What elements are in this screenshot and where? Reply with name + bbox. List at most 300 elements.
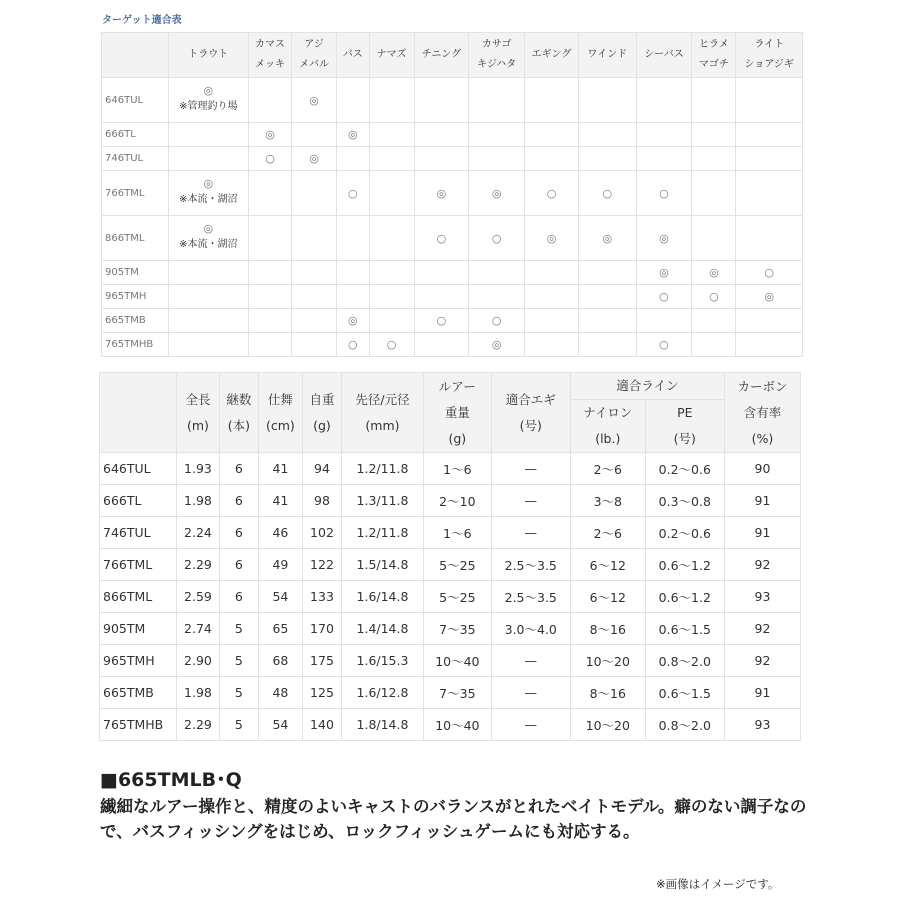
spec-cell: 1～6: [424, 517, 491, 549]
mark-cell: [337, 147, 369, 171]
mark-cell: [692, 147, 736, 171]
mark-cell: [414, 216, 469, 261]
double-circle-mark: ◎: [491, 338, 502, 351]
spec-cell: 1.98: [177, 485, 220, 517]
mark-cell: [736, 261, 803, 285]
table-row: [102, 123, 803, 147]
mark-cell: [469, 171, 525, 216]
spec-cell: 92: [724, 613, 800, 645]
spec-cell: 8～16: [570, 613, 645, 645]
mark-cell: [692, 309, 736, 333]
mark-cell: [525, 309, 579, 333]
spec-cell: 10～20: [570, 709, 645, 741]
spec-cell: 46: [258, 517, 302, 549]
mark-cell: [414, 171, 469, 216]
model-cell: 905TM: [102, 261, 169, 285]
mark-cell: [168, 216, 248, 261]
mark-cell: [292, 261, 337, 285]
spec-cell: 2～6: [570, 453, 645, 485]
mark-cell: [414, 285, 469, 309]
double-circle-mark: ◎: [309, 93, 319, 107]
model-cell: 646TUL: [100, 453, 177, 485]
mark-cell: [636, 333, 692, 357]
mark-cell: [168, 309, 248, 333]
spec-cell: 0.6～1.5: [645, 613, 724, 645]
mark-cell: [692, 261, 736, 285]
mark-cell: [369, 285, 414, 309]
mark-cell: [292, 309, 337, 333]
spec-header-egi: 適合エギ (号): [491, 373, 570, 453]
mark-cell: [578, 78, 636, 123]
spec-cell: 0.6～1.2: [645, 581, 724, 613]
image-caption: ※画像はイメージです。: [656, 877, 780, 891]
mark-cell: [168, 123, 248, 147]
double-circle-mark: ◎: [436, 186, 447, 200]
spec-cell: 1.2/11.8: [341, 453, 423, 485]
table-row: [102, 216, 803, 261]
mark-cell: [292, 171, 337, 216]
model-cell: 646TUL: [102, 78, 169, 123]
mark-cell: [337, 78, 369, 123]
spec-cell: 41: [258, 485, 302, 517]
spec-cell: —: [491, 485, 570, 517]
mark-cell: [414, 147, 469, 171]
spec-cell: 6: [219, 549, 258, 581]
spec-cell: 93: [724, 709, 800, 741]
spec-cell: 10～40: [424, 645, 491, 677]
spec-cell: 41: [258, 453, 302, 485]
mark-cell: [369, 171, 414, 216]
circle-mark: ○: [659, 338, 669, 351]
target-header: ナマズ: [369, 33, 414, 78]
double-circle-mark: ◎: [659, 231, 669, 245]
circle-mark: ○: [386, 338, 397, 351]
spec-cell: 1.5/14.8: [341, 549, 423, 581]
spec-cell: 0.6～1.5: [645, 677, 724, 709]
spec-cell: 1.2/11.8: [341, 517, 423, 549]
spec-cell: —: [491, 517, 570, 549]
mark-cell: [525, 123, 579, 147]
spec-cell: 0.3～0.8: [645, 485, 724, 517]
mark-cell: [525, 216, 579, 261]
spec-cell: 2～6: [570, 517, 645, 549]
mark-cell: [469, 285, 525, 309]
mark-cell: [736, 216, 803, 261]
mark-cell: [168, 285, 248, 309]
mark-cell: [736, 309, 803, 333]
mark-cell: [369, 216, 414, 261]
mark-cell: [469, 261, 525, 285]
spec-cell: —: [491, 645, 570, 677]
target-header: トラウト: [168, 33, 248, 78]
target-header: [102, 33, 169, 78]
target-header: バス: [337, 33, 369, 78]
target-header: カマス メッキ: [248, 33, 291, 78]
model-description: 繊細なルアー操作と、精度のよいキャストのバランスがとれたベイトモデル。癖のない調子なので、バスフィッシングをはじめ、ロックフィッシュゲームにも対応する。: [100, 797, 807, 841]
target-header: カサゴ キジハタ: [469, 33, 525, 78]
circle-mark: ○: [436, 314, 447, 327]
mark-cell: [369, 78, 414, 123]
double-circle-mark: ◎: [203, 83, 214, 97]
mark-cell: [525, 333, 579, 357]
target-header: シーバス: [636, 33, 692, 78]
model-cell: 965TMH: [100, 645, 177, 677]
mark-cell: [168, 261, 248, 285]
table-row: [102, 333, 803, 357]
spec-cell: 68: [258, 645, 302, 677]
spec-cell: 54: [258, 581, 302, 613]
double-circle-mark: ◎: [659, 266, 669, 279]
mark-cell: [578, 147, 636, 171]
double-circle-mark: ◎: [546, 231, 557, 245]
spec-cell: 5: [219, 677, 258, 709]
mark-cell: [692, 123, 736, 147]
circle-mark: ○: [348, 186, 358, 200]
table-row: [102, 171, 803, 216]
spec-cell: 2.59: [177, 581, 220, 613]
mark-cell: [736, 171, 803, 216]
table-row: [100, 645, 801, 677]
spec-cell: 5: [219, 613, 258, 645]
spec-cell: 10～20: [570, 645, 645, 677]
double-circle-mark: ◎: [348, 314, 358, 327]
spec-cell: 92: [724, 645, 800, 677]
target-header: ワインド: [578, 33, 636, 78]
mark-cell: [369, 309, 414, 333]
spec-cell: 6: [219, 485, 258, 517]
mark-cell: [469, 78, 525, 123]
mark-cell: [337, 285, 369, 309]
mark-cell: [337, 123, 369, 147]
spec-cell: 122: [303, 549, 342, 581]
mark-cell: [248, 78, 291, 123]
spec-cell: 2.74: [177, 613, 220, 645]
spec-cell: 5～25: [424, 549, 491, 581]
model-cell: 965TMH: [102, 285, 169, 309]
table-row: [102, 285, 803, 309]
spec-cell: 1.6/15.3: [341, 645, 423, 677]
mark-cell: [636, 261, 692, 285]
mark-cell: [578, 333, 636, 357]
mark-cell: [736, 147, 803, 171]
spec-cell: 5: [219, 645, 258, 677]
double-circle-mark: ◎: [764, 290, 775, 303]
spec-header-pieces: 継数 (本): [219, 373, 258, 453]
mark-cell: [292, 147, 337, 171]
spec-cell: 6～12: [570, 581, 645, 613]
mark-cell: [736, 78, 803, 123]
spec-cell: 49: [258, 549, 302, 581]
target-compatibility-table: [101, 32, 803, 357]
spec-cell: 1.6/14.8: [341, 581, 423, 613]
mark-cell: [292, 285, 337, 309]
table-row: [102, 147, 803, 171]
spec-cell: 91: [724, 677, 800, 709]
spec-cell: 0.8～2.0: [645, 709, 724, 741]
spec-cell: 133: [303, 581, 342, 613]
spec-cell: 1.6/12.8: [341, 677, 423, 709]
mark-cell: [414, 309, 469, 333]
mark-cell: [578, 123, 636, 147]
target-header: ライト ショアジギ: [736, 33, 803, 78]
spec-cell: 7～35: [424, 677, 491, 709]
mark-cell: [168, 333, 248, 357]
mark-cell: [248, 147, 291, 171]
spec-cell: 1.93: [177, 453, 220, 485]
double-circle-mark: ◎: [709, 266, 719, 279]
spec-cell: 2～10: [424, 485, 491, 517]
mark-cell: [248, 216, 291, 261]
table-row: [100, 517, 801, 549]
mark-cell: [248, 171, 291, 216]
spec-cell: 54: [258, 709, 302, 741]
table-row: [102, 309, 803, 333]
mark-cell: [578, 309, 636, 333]
spec-cell: 6: [219, 581, 258, 613]
model-cell: 665TMB: [100, 677, 177, 709]
mark-cell: [292, 216, 337, 261]
spec-table: [99, 372, 801, 741]
double-circle-mark: ◎: [203, 221, 214, 235]
table-row: [102, 261, 803, 285]
mark-cell: [248, 333, 291, 357]
mark-cell: [337, 216, 369, 261]
spec-cell: 1.4/14.8: [341, 613, 423, 645]
spec-cell: 48: [258, 677, 302, 709]
spec-cell: 125: [303, 677, 342, 709]
mark-cell: [636, 78, 692, 123]
mark-cell: [469, 216, 525, 261]
mark-cell: [369, 123, 414, 147]
circle-mark: ○: [709, 290, 719, 303]
mark-cell: [248, 123, 291, 147]
mark-cell: [578, 216, 636, 261]
mark-cell: [578, 285, 636, 309]
spec-header-model: [100, 373, 177, 453]
mark-cell: [692, 216, 736, 261]
spec-cell: 5: [219, 709, 258, 741]
trout-note: ※管理釣り場: [179, 100, 238, 112]
mark-cell: [736, 285, 803, 309]
mark-cell: [248, 261, 291, 285]
spec-cell: 2.5～3.5: [491, 581, 570, 613]
mark-cell: [692, 333, 736, 357]
spec-cell: 5～25: [424, 581, 491, 613]
spec-header-pe: PE (号): [645, 400, 724, 453]
circle-mark: ○: [265, 152, 275, 165]
mark-cell: [525, 171, 579, 216]
spec-cell: 2.90: [177, 645, 220, 677]
mark-cell: [636, 309, 692, 333]
spec-cell: —: [491, 709, 570, 741]
table-row: [100, 485, 801, 517]
mark-cell: [369, 333, 414, 357]
mark-cell: [636, 285, 692, 309]
spec-cell: 0.2～0.6: [645, 517, 724, 549]
spec-header-line: 適合ライン: [570, 373, 724, 400]
mark-cell: [692, 171, 736, 216]
mark-cell: [525, 78, 579, 123]
table-row: [100, 613, 801, 645]
mark-cell: [636, 147, 692, 171]
spec-header-lure: ルアー 重量 (g): [424, 373, 491, 453]
trout-note: ※本流・湖沼: [179, 238, 238, 250]
mark-cell: [414, 123, 469, 147]
spec-cell: 2.24: [177, 517, 220, 549]
spec-cell: 94: [303, 453, 342, 485]
model-heading: ■665TMLB･Q: [100, 769, 242, 791]
spec-cell: 6: [219, 517, 258, 549]
mark-cell: [292, 123, 337, 147]
circle-mark: ○: [491, 231, 502, 245]
mark-cell: [525, 261, 579, 285]
table-row: [100, 453, 801, 485]
spec-cell: 170: [303, 613, 342, 645]
model-cell: 905TM: [100, 613, 177, 645]
model-cell: 866TML: [102, 216, 169, 261]
double-circle-mark: ◎: [309, 152, 319, 165]
spec-cell: 91: [724, 485, 800, 517]
model-cell: 666TL: [102, 123, 169, 147]
spec-cell: —: [491, 453, 570, 485]
spec-cell: 10～40: [424, 709, 491, 741]
circle-mark: ○: [491, 314, 502, 327]
mark-cell: [414, 261, 469, 285]
double-circle-mark: ◎: [491, 186, 502, 200]
target-header: アジ メバル: [292, 33, 337, 78]
spec-cell: 0.6～1.2: [645, 549, 724, 581]
spec-cell: 175: [303, 645, 342, 677]
circle-mark: ○: [348, 338, 358, 351]
spec-cell: 1.8/14.8: [341, 709, 423, 741]
mark-cell: [168, 147, 248, 171]
mark-cell: [414, 78, 469, 123]
circle-mark: ○: [659, 186, 669, 200]
mark-cell: [692, 285, 736, 309]
circle-mark: ○: [602, 186, 613, 200]
spec-cell: 65: [258, 613, 302, 645]
mark-cell: [369, 261, 414, 285]
spec-cell: 102: [303, 517, 342, 549]
target-header: エギング: [525, 33, 579, 78]
spec-header-tip: 先径/元径 (mm): [341, 373, 423, 453]
spec-cell: 93: [724, 581, 800, 613]
spec-cell: —: [491, 677, 570, 709]
circle-mark: ○: [436, 231, 447, 245]
spec-header-closed: 仕舞 (cm): [258, 373, 302, 453]
spec-cell: 8～16: [570, 677, 645, 709]
model-cell: 866TML: [100, 581, 177, 613]
spec-header-length: 全長 (m): [177, 373, 220, 453]
model-cell: 665TMB: [102, 309, 169, 333]
spec-cell: 6～12: [570, 549, 645, 581]
spec-cell: 2.5～3.5: [491, 549, 570, 581]
mark-cell: [248, 285, 291, 309]
mark-cell: [337, 261, 369, 285]
model-cell: 746TUL: [100, 517, 177, 549]
mark-cell: [337, 171, 369, 216]
mark-cell: [636, 123, 692, 147]
mark-cell: [337, 309, 369, 333]
mark-cell: [692, 78, 736, 123]
mark-cell: [168, 78, 248, 123]
circle-mark: ○: [764, 266, 775, 279]
double-circle-mark: ◎: [348, 128, 358, 141]
spec-cell: 140: [303, 709, 342, 741]
table-row: [100, 677, 801, 709]
mark-cell: [168, 171, 248, 216]
table-row: [102, 78, 803, 123]
model-cell: 746TUL: [102, 147, 169, 171]
table-row: [100, 549, 801, 581]
mark-cell: [469, 123, 525, 147]
mark-cell: [525, 285, 579, 309]
spec-header-carbon: カーボン 含有率 (%): [724, 373, 800, 453]
double-circle-mark: ◎: [602, 231, 613, 245]
circle-mark: ○: [546, 186, 557, 200]
model-cell: 765TMHB: [102, 333, 169, 357]
spec-cell: 90: [724, 453, 800, 485]
mark-cell: [469, 147, 525, 171]
table-row: [100, 581, 801, 613]
spec-cell: 91: [724, 517, 800, 549]
spec-header-nylon: ナイロン (lb.): [570, 400, 645, 453]
model-cell: 766TML: [102, 171, 169, 216]
mark-cell: [292, 333, 337, 357]
mark-cell: [414, 333, 469, 357]
mark-cell: [525, 147, 579, 171]
spec-cell: 3.0～4.0: [491, 613, 570, 645]
circle-mark: ○: [659, 290, 669, 303]
spec-cell: 2.29: [177, 709, 220, 741]
target-header: ヒラメ マゴチ: [692, 33, 736, 78]
spec-cell: 0.8～2.0: [645, 645, 724, 677]
model-cell: 666TL: [100, 485, 177, 517]
spec-cell: 0.2～0.6: [645, 453, 724, 485]
mark-cell: [369, 147, 414, 171]
spec-cell: 3～8: [570, 485, 645, 517]
spec-cell: 7～35: [424, 613, 491, 645]
spec-cell: 1.98: [177, 677, 220, 709]
spec-cell: 6: [219, 453, 258, 485]
mark-cell: [736, 123, 803, 147]
spec-cell: 2.29: [177, 549, 220, 581]
mark-cell: [636, 216, 692, 261]
double-circle-mark: ◎: [203, 176, 214, 190]
mark-cell: [248, 309, 291, 333]
table-row: [100, 709, 801, 741]
model-cell: 766TML: [100, 549, 177, 581]
mark-cell: [578, 171, 636, 216]
model-cell: 765TMHB: [100, 709, 177, 741]
spec-cell: 1.3/11.8: [341, 485, 423, 517]
mark-cell: [337, 333, 369, 357]
mark-cell: [292, 78, 337, 123]
target-header: チニング: [414, 33, 469, 78]
spec-cell: 1～6: [424, 453, 491, 485]
target-table-title: ターゲット適合表: [102, 15, 182, 26]
mark-cell: [636, 171, 692, 216]
mark-cell: [469, 333, 525, 357]
trout-note: ※本流・湖沼: [179, 193, 238, 205]
mark-cell: [736, 333, 803, 357]
spec-cell: 92: [724, 549, 800, 581]
mark-cell: [578, 261, 636, 285]
mark-cell: [469, 309, 525, 333]
spec-header-weight: 自重 (g): [303, 373, 342, 453]
spec-cell: 98: [303, 485, 342, 517]
double-circle-mark: ◎: [265, 128, 275, 141]
